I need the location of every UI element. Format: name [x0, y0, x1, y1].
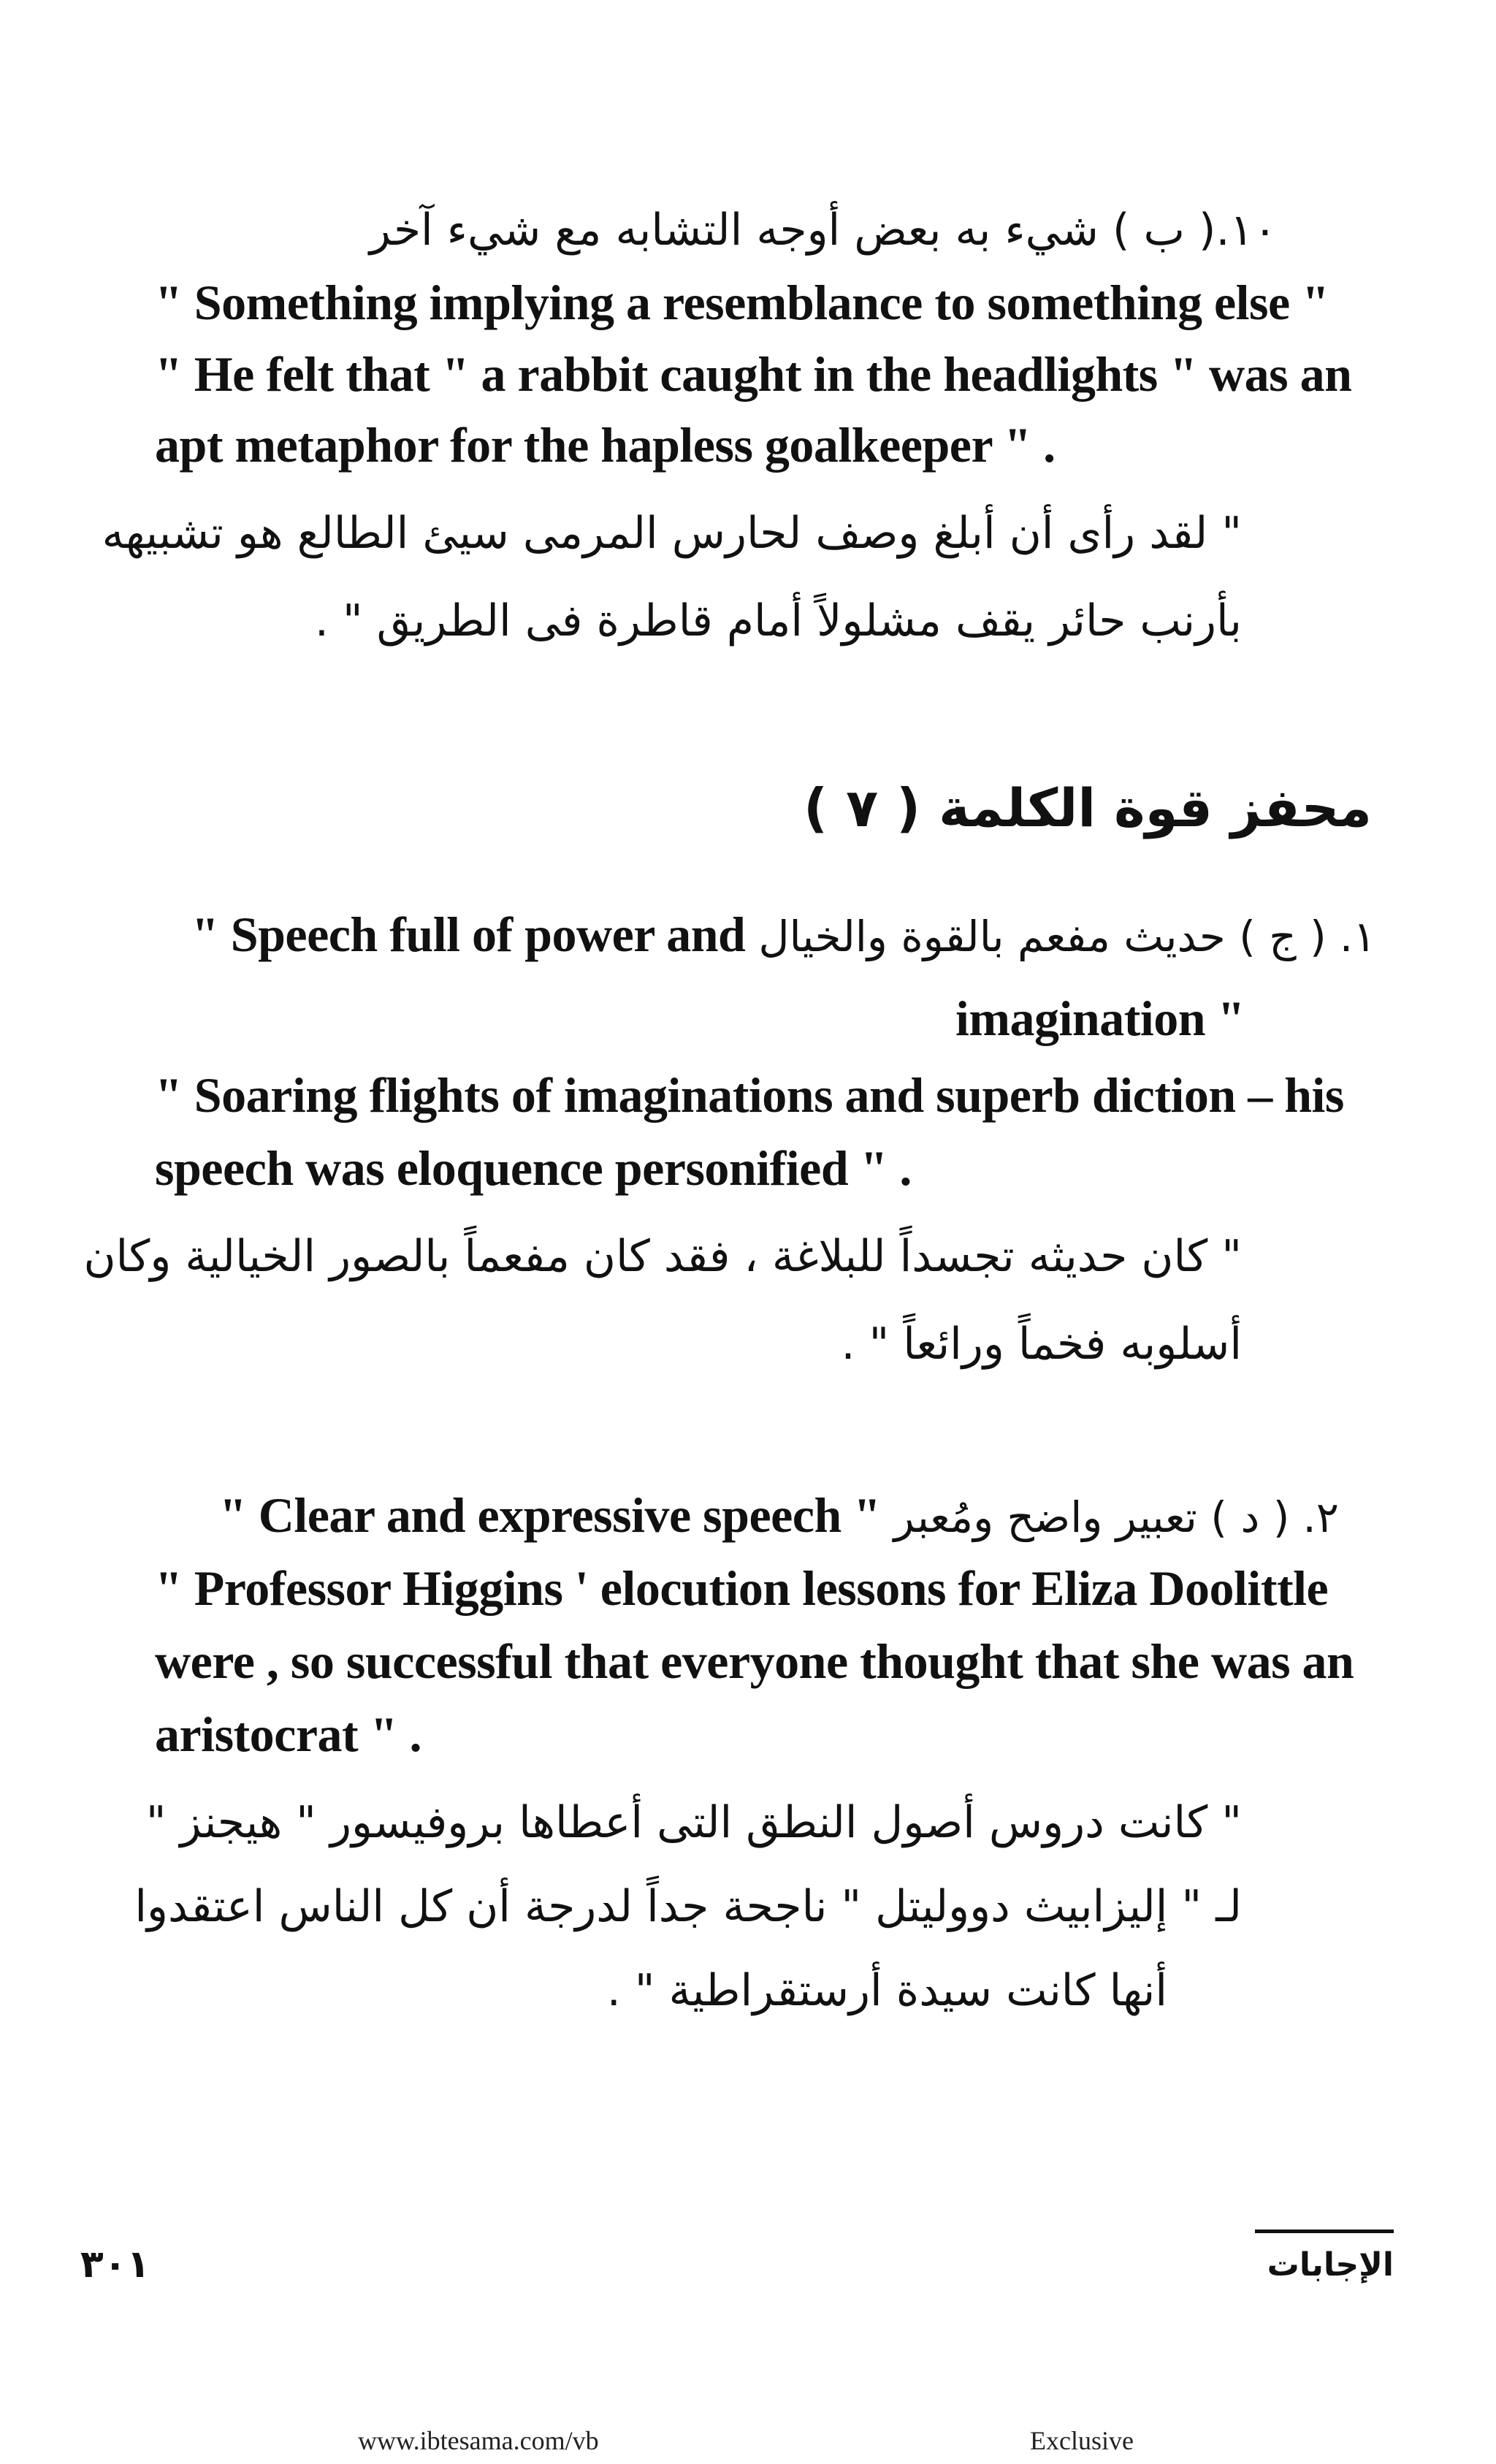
item2-first-line	[219, 1487, 1339, 1543]
item2-arabic-translation-line3: أنها كانت سيدة أرستقراطية " .	[606, 1965, 1167, 2016]
footer-section-label: الإجابات	[1267, 2246, 1394, 2284]
footer-website: www.ibtesama.com/vb	[358, 2426, 599, 2455]
item1-english-definition-part1: " Speech full of power and	[191, 907, 746, 962]
item1-arabic-choice: ( ج ) حديث مفعم بالقوة والخيال	[758, 912, 1327, 961]
item2-english-example-line3: aristocrat " .	[155, 1706, 421, 1762]
item10-english-example-line1: " He felt that " a rabbit caught in the headlights " was an	[155, 346, 1352, 402]
item2-number: ٢.	[1302, 1492, 1339, 1542]
item2-arabic-translation-line2: لـ " إليزابيث دووليتل " ناجحة جداً لدرجة أن كل الناس اعتقدوا	[134, 1881, 1242, 1932]
item1-english-definition-part2: imagination "	[955, 991, 1245, 1046]
footer-tag: Exclusive	[1030, 2426, 1134, 2455]
item2-arabic-choice: ( د ) تعبير واضح ومُعبر	[893, 1492, 1290, 1542]
item10-arabic-translation-line2: بأرنب حائر يقف مشلولاً أمام قاطرة فى الطريق " .	[314, 595, 1242, 646]
item10-english-example-line2: apt metaphor for the hapless goalkeeper " .	[155, 417, 1056, 473]
item2-arabic-translation-line1: " كانت دروس أصول النطق التى أعطاها بروفيسور " هيجنز "	[145, 1797, 1242, 1848]
page-number: ٣٠١	[80, 2243, 150, 2286]
item1-english-example-line2: speech was eloquence personified " .	[155, 1140, 912, 1196]
item10-arabic-translation-line1: " لقد رأى أن أبلغ وصف لحارس المرمى سيئ الطالع هو تشبيهه	[102, 508, 1242, 559]
item1-english-example-line1: " Soaring flights of imaginations and superb diction – his	[155, 1067, 1344, 1123]
section-title: محفز قوة الكلمة ( ٧ )	[804, 777, 1372, 839]
item1-arabic-translation-line2: أسلوبه فخماً ورائعاً " .	[841, 1319, 1242, 1370]
item1-first-line	[191, 907, 1376, 962]
item2-english-example-line1: " Professor Higgins ' elocution lessons for Eliza Doolittle	[155, 1560, 1329, 1616]
item2-english-definition: " Clear and expressive speech "	[219, 1487, 881, 1543]
item1-number: ١.	[1339, 912, 1376, 961]
item10-english-definition: " Something implying a resemblance to something else "	[155, 275, 1329, 330]
item10-arabic-heading: ١٠.( ب ) شيء به بعض أوجه التشابه مع شيء آخر	[369, 205, 1277, 256]
item1-arabic-translation-line1: " كان حديثه تجسداً للبلاغة ، فقد كان مفعماً بالصور الخيالية وكان	[83, 1231, 1242, 1282]
item2-english-example-line2: were , so successful that everyone thought that she was an	[155, 1633, 1354, 1689]
footer-rule	[1255, 2230, 1394, 2233]
